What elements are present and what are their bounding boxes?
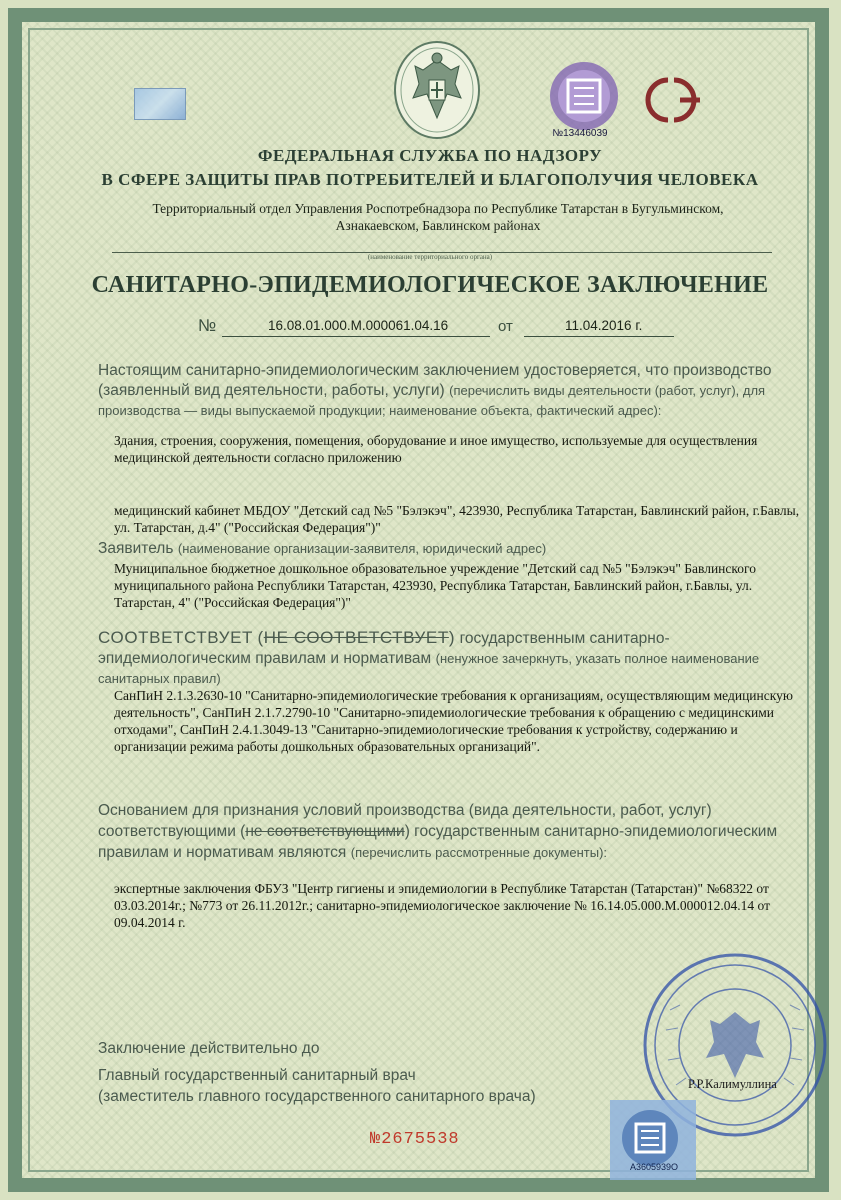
applicant-text: Муниципальное бюджетное дошкольное образовательное учреждение "Детский сад №5 "Бэлэкэч" Бавлинского муниципального района Республики Татарстан, 423930, Республика Татарстан, Бавлинский район, г.Бавлы, ул. Татарстан, 4" ("Российская Федерация")" xyxy=(114,561,756,610)
valid-until-label: Заключение действительно до xyxy=(98,1040,320,1057)
not-complies-struck: НЕ СООТВЕТСТВУЕТ xyxy=(263,628,449,647)
chief-doctor-label: Главный государственный санитарный врач xyxy=(98,1067,416,1084)
conformity-mark-icon xyxy=(634,72,710,128)
hologram-number: А3605939О xyxy=(630,1162,679,1172)
basis-struck: не соответствующими xyxy=(245,823,405,840)
date-label: от xyxy=(498,318,513,335)
complies-close: ) xyxy=(448,628,456,647)
number-underline xyxy=(222,336,490,337)
applicant-heading xyxy=(98,540,798,558)
territorial-organ xyxy=(118,200,758,234)
basis-paragraph xyxy=(98,800,800,863)
document-date: 11.04.2016 г. xyxy=(565,318,643,333)
applicant-label: Заявитель xyxy=(98,540,174,557)
document-title: САНИТАРНО-ЭПИДЕМИОЛОГИЧЕСКОЕ ЗАКЛЮЧЕНИЕ xyxy=(91,272,769,298)
rospotrebnadzor-emblem-icon xyxy=(393,40,481,140)
hologram-sticker xyxy=(134,88,186,120)
basis-text-a: Основанием для признания условий производства (вида деятельности, работ, услуг) соответствующими ( xyxy=(98,802,712,840)
basis-documents: экспертные заключения ФБУЗ "Центр гигиены и эпидемиологии в Республике Татарстан (Татарстан)" №68322 от 03.03.2014г.; №773 от 26.11.2012г.; санитарно-эпидемиологическое заключение № 16.14.05.000.М.000012.04.14 от 09.04.2014 г. xyxy=(114,881,770,930)
document-number: 16.08.01.000.М.000061.04.16 xyxy=(268,318,449,333)
certification-mark-number: №13446039 xyxy=(552,128,608,139)
compliance-paragraph xyxy=(98,628,800,689)
sanitary-rules-text: СанПиН 2.1.3.2630-10 "Санитарно-эпидемиологические требования к организациям, осуществляющим медицинскую деятельность", СанПиН 2.1.7.2790-10 "Санитарно-эпидемиологические требования к обращению с медицинскими отходами", СанПиН 2.4.1.3049-13 "Санитарно-эпидемиологические требования к устройству, содержанию и организации режима работы дошкольных образовательных организаций". xyxy=(114,688,793,754)
complies-rest: государственным санитарно-эпидемиологическим правилам и нормативам xyxy=(98,630,670,667)
territorial-organ-line1: Территориальный отдел Управления Роспотребнадзора по Республике Татарстан в Бугульминском, xyxy=(152,201,724,216)
intro-hint: (перечислить виды деятельности (работ, услуг), для производства — виды выпускаемой продукции; наименование объекта, фактический адрес): xyxy=(98,383,766,418)
agency-name-line2: В СФЕРЕ ЗАЩИТЫ ПРАВ ПОТРЕБИТЕЛЕЙ И БЛАГОПОЛУЧИЯ ЧЕЛОВЕКА xyxy=(101,170,759,189)
complies-hint: (ненужное зачеркнуть, указать полное наименование санитарных правил) xyxy=(98,651,760,686)
object-address: медицинский кабинет МБДОУ "Детский сад №5 "Бэлэкэч", 423930, Республика Татарстан, Бавлинский район, г.Бавлы, ул. Татарстан, д.4" ("Российская Федерация")" xyxy=(114,503,800,535)
number-label: № xyxy=(198,316,217,335)
agency-name-line1: ФЕДЕРАЛЬНАЯ СЛУЖБА ПО НАДЗОРУ xyxy=(257,146,603,165)
basis-hint: (перечислить рассмотренные документы): xyxy=(350,845,608,860)
chief-doctor-deputy-label: (заместитель главного государственного санитарного врача) xyxy=(98,1088,536,1105)
territorial-organ-line2: Азнакаевском, Бавлинском районах xyxy=(335,218,541,233)
date-underline xyxy=(524,336,674,337)
certification-mark-icon xyxy=(540,60,628,138)
intro-paragraph xyxy=(98,361,798,421)
organ-caption: (наименование территориального органа) xyxy=(367,253,493,261)
applicant-hint: (наименование организации-заявителя, юридический адрес) xyxy=(177,541,547,556)
complies-word: СООТВЕТСТВУЕТ xyxy=(98,628,253,647)
form-serial-number: №2675538 xyxy=(370,1130,460,1149)
basis-text-b: ) государственным санитарно-эпидемиологическим правилам и нормативам являются xyxy=(98,823,778,861)
intro-text: Настоящим санитарно-эпидемиологическим заключением удостоверяется, что производство (заявленный вид деятельности, работы, услуги) xyxy=(98,362,772,399)
activity-text: Здания, строения, сооружения, помещения, оборудование и иное имущество, используемые для осуществления медицинской деятельности согласно приложению xyxy=(114,433,758,465)
complies-open: ( xyxy=(257,628,264,647)
signer-name: Р.Р.Калимуллина xyxy=(688,1077,777,1091)
